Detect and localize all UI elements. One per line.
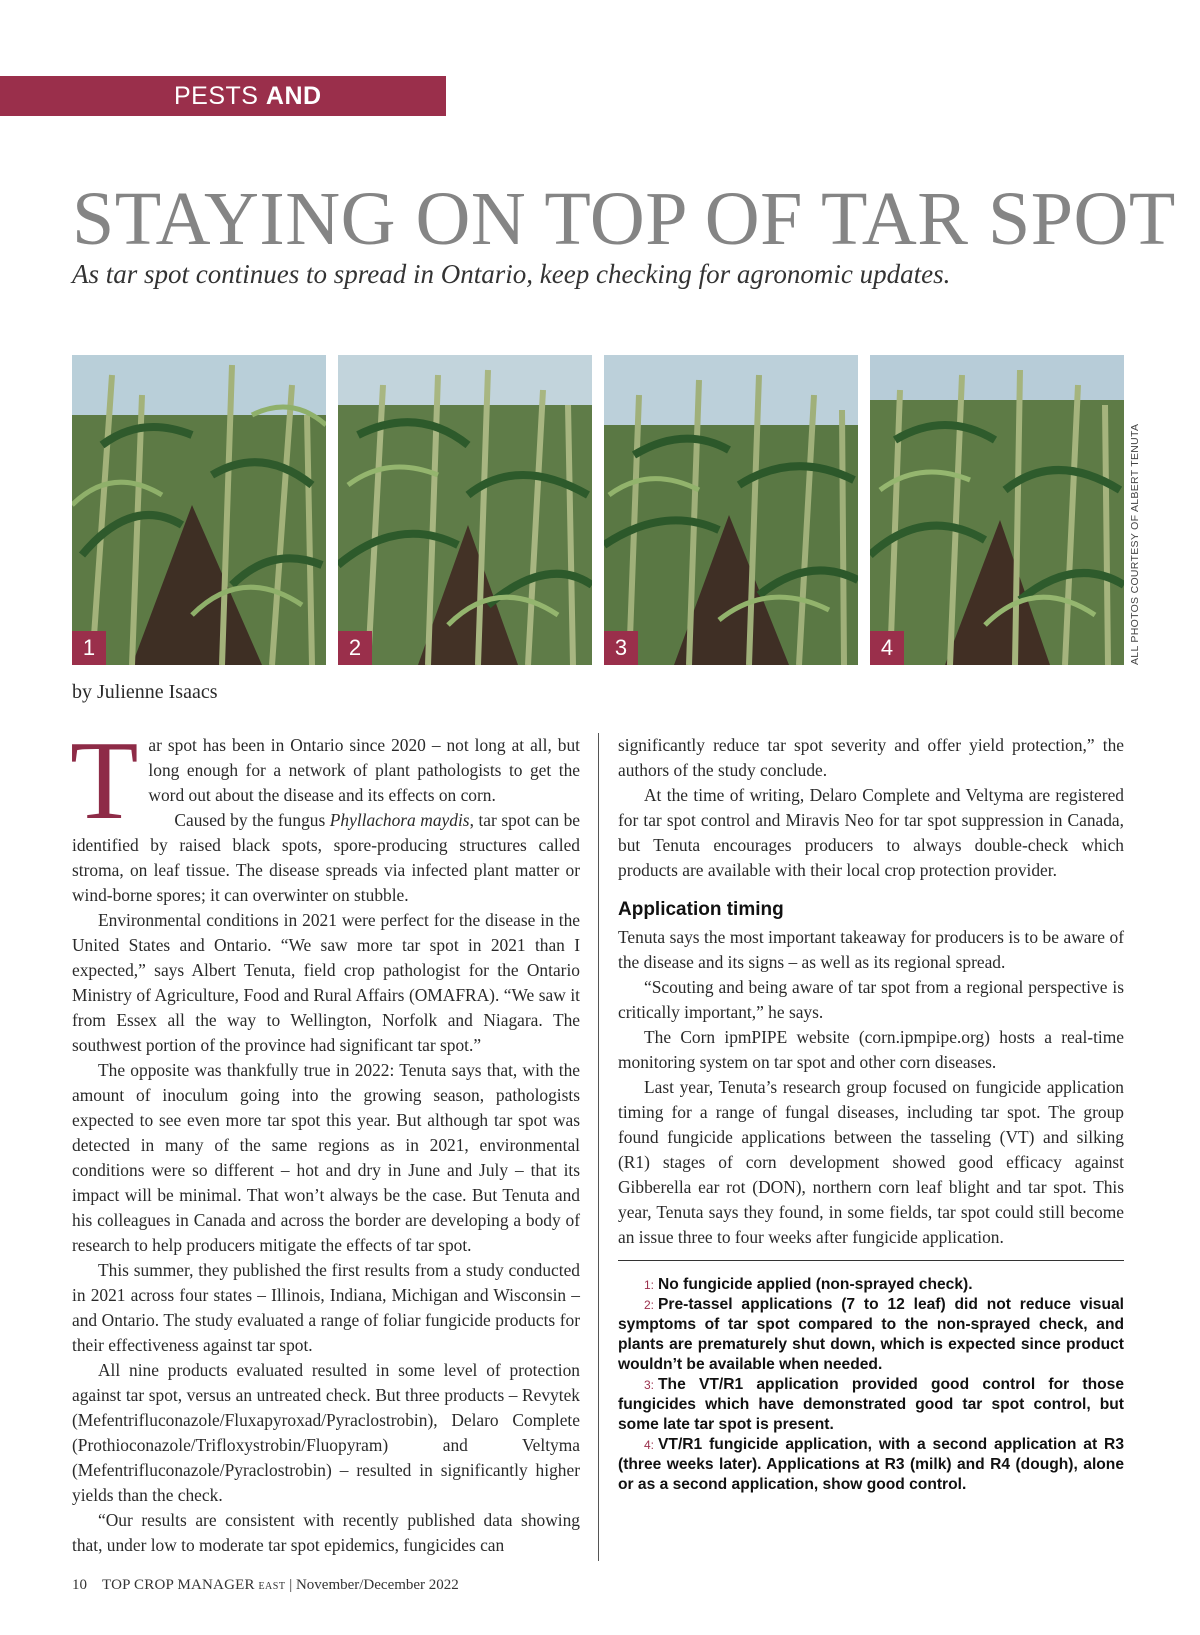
corn-photo-2: [338, 355, 592, 665]
corn-photo-1: [72, 355, 326, 665]
corn-field-image: [870, 355, 1124, 665]
caption-number: 2:: [644, 1298, 655, 1312]
article-title: STAYING ON TOP OF TAR SPOT: [72, 177, 1176, 261]
photo-number-badge: 3: [604, 631, 638, 665]
drop-cap: T: [70, 719, 139, 843]
paragraph: significantly reduce tar spot severity and offer yield protection,” the authors of the study conclude.: [618, 735, 1124, 780]
paragraph: Tenuta says the most important takeaway for producers is to be aware of the disease and its signs – as well as its regional spread.: [618, 927, 1124, 972]
caption-rule: [618, 1260, 1124, 1261]
paragraph: “Scouting and being aware of tar spot from a regional perspective is critically important,” he says.: [618, 977, 1124, 1022]
page-footer: [72, 1577, 459, 1594]
byline: by Julienne Isaacs: [72, 681, 218, 703]
paragraph: “Our results are consistent with recently published data showing that, under low to moderate tar spot epidemics, fungicides can: [72, 1510, 580, 1555]
caption-number: 4:: [644, 1438, 655, 1452]
text-run: Caused by the fungus: [174, 810, 330, 830]
caption-number: 3:: [644, 1378, 655, 1392]
magazine-name: TOP CROP MANAGER: [102, 1577, 255, 1593]
page-number: 10: [72, 1577, 87, 1593]
corn-field-image: [338, 355, 592, 665]
caption-text: No fungicide applied (non-sprayed check).: [658, 1276, 973, 1293]
section-tag: [0, 76, 446, 150]
column-divider: [598, 733, 599, 1561]
paragraph: All nine products evaluated resulted in some level of protection against tar spot, versus an untreated check. But three products – Revytek (Mefentrifluconazole/Fluxapyroxad/Pyraclostrobin), Delaro Complete (Prothioconazole/Trifloxystrobin/Fluopyram) and Veltyma (Mefentrifluconazole/Pyraclostrobin) – resulted in significantly higher yields than the check.: [72, 1360, 580, 1505]
corn-field-image: [604, 355, 858, 665]
caption-number: 1:: [644, 1278, 655, 1292]
intro-text: ar spot has been in Ontario since 2020 – not long at all, but long enough for a network of plant pathologists to get the word out about the disease and its effects on corn.: [148, 735, 580, 805]
corn-photo-4: [870, 355, 1124, 665]
section-heading: Application timing: [618, 899, 784, 920]
corn-photo-3: [604, 355, 858, 665]
caption-item: [618, 1435, 1124, 1495]
text-run: , tar spot can be identified by raised black spots, spore-producing structures called stroma, on leaf tissue. The disease spreads via infected plant matter or wind-borne spores; it can overwinter on stubble.: [72, 810, 580, 905]
paragraph: This summer, they published the first results from a study conducted in 2021 across four states – Illinois, Indiana, Michigan and Wisconsin – and Ontario. The study evaluated a range of foliar fungicide products for their effectiveness against tar spot.: [72, 1260, 580, 1355]
corn-field-image: [72, 355, 326, 665]
photo-strip: [72, 355, 1126, 665]
paragraph: The opposite was thankfully true in 2022: Tenuta says that, with the amount of inoculum going into the growing season, pathologists expected to see even more tar spot this year. But although tar spot was detected in many of the same regions as in 2021, environmental conditions were so different – hot and dry in June and July – that its impact will be minimal. That won’t always be the case. But Tenuta and his colleagues in Canada and across the border are developing a body of research to help producers mitigate the effects of tar spot.: [72, 1060, 580, 1255]
caption-item: [618, 1375, 1124, 1435]
paragraph: At the time of writing, Delaro Complete and Veltyma are registered for tar spot control and Miravis Neo for tar spot suppression in Canada, but Tenuta encourages producers to always double-check which products are available with their local crop protection provider.: [618, 785, 1124, 880]
paragraph: Environmental conditions in 2021 were perfect for the disease in the United States and Ontario. “We saw more tar spot in 2021 than I expected,” says Albert Tenuta, field crop pathologist for the Ontario Ministry of Agriculture, Food and Rural Affairs (OMAFRA). “We saw it from Essex all the way to Wellington, Norfolk and Niagara. The southwest portion of the province had significant tar spot.”: [72, 910, 580, 1055]
photo-number-badge: 4: [870, 631, 904, 665]
article-subtitle: As tar spot continues to spread in Ontario, keep checking for agronomic updates.: [72, 259, 951, 289]
caption-item: [618, 1295, 1124, 1375]
caption-item: [618, 1275, 1124, 1295]
left-column: [70, 719, 580, 1558]
issue-date: November/December 2022: [295, 1577, 459, 1593]
paragraph: [72, 808, 580, 908]
caption-text: VT/R1 fungicide application, with a second application at R3 (three weeks later). Applications at R3 (milk) and R4 (dough), alone or as a second application, show good control.: [618, 1436, 1124, 1493]
paragraph: Last year, Tenuta’s research group focused on fungicide application timing for a range of fungal diseases, including tar spot. The group found fungicide applications between the tasseling (VT) and silking (R1) stages of corn development showed good efficacy against Gibberella ear rot (DON), northern corn leaf blight and tar spot. This year, Tenuta says they found, in some fields, tar spot could still become an issue three to four weeks after fungicide application.: [618, 1077, 1124, 1247]
paragraph: The Corn ipmPIPE website (corn.ipmpipe.org) hosts a real-time monitoring system on tar spot and other corn diseases.: [618, 1027, 1124, 1072]
photo-captions: [618, 1275, 1124, 1495]
right-column: [618, 733, 1124, 1495]
species-name: Phyllachora maydis: [329, 810, 470, 830]
section-tag-light: PESTS: [174, 82, 266, 110]
photo-credit: ALL PHOTOS COURTESY OF ALBERT TENUTA: [1129, 423, 1141, 665]
photo-number-badge: 2: [338, 631, 372, 665]
footer-separator: |: [289, 1577, 293, 1593]
magazine-edition: EAST: [258, 1581, 286, 1592]
photo-number-badge: 1: [72, 631, 106, 665]
caption-text: The VT/R1 application provided good control for those fungicides which have demonstrated good tar spot control, but some late tar spot is present.: [618, 1376, 1124, 1433]
caption-text: Pre-tassel applications (7 to 12 leaf) did not reduce visual symptoms of tar spot compared to the non-sprayed check, and plants are prematurely shut down, which is expected since product wouldn’t be available when needed.: [618, 1296, 1124, 1373]
section-tag-bold: AND DISEASES: [174, 82, 322, 150]
